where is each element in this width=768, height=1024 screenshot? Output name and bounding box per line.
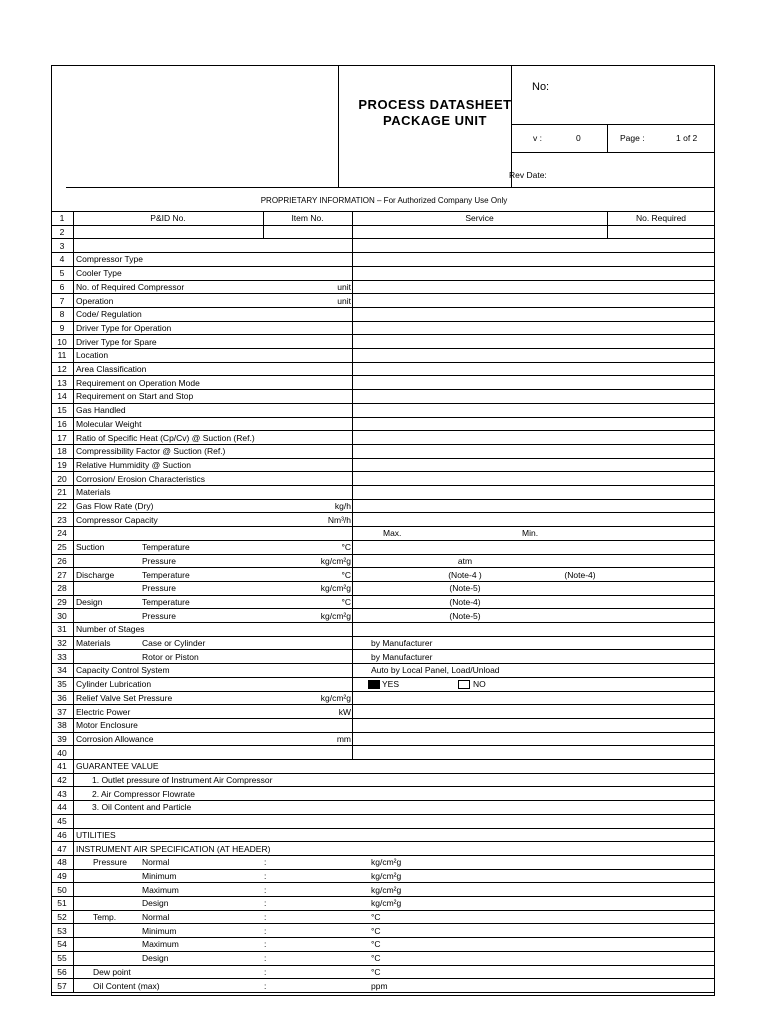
row-label: Gas Handled [76, 405, 126, 416]
row-sublabel: Pressure [142, 583, 177, 594]
row-rule [51, 554, 715, 555]
row-colon: : [264, 898, 267, 909]
row-number: 13 [57, 377, 67, 388]
row-sublabel: Case or Cylinder [142, 638, 206, 648]
row-value: kg/cm²g [371, 857, 402, 868]
row-label: UTILITIES [76, 829, 116, 840]
row-number: 45 [57, 816, 67, 827]
guarantee-item: 2. Air Compressor Flowrate [92, 788, 195, 799]
row-label: Discharge [76, 569, 115, 580]
row-value: by Manufacturer [371, 638, 433, 648]
row-number: 47 [57, 843, 67, 854]
row-value-3: (Note-4) [564, 569, 596, 580]
row-rule [51, 567, 715, 568]
row-colon: : [264, 939, 267, 950]
row-unit: kg/cm²g [320, 692, 351, 703]
row-rule [51, 293, 715, 294]
row-rule [51, 773, 715, 774]
row-label: Code/ Regulation [76, 309, 142, 320]
row-number: 40 [57, 747, 67, 758]
row-rule [51, 238, 715, 239]
row-number: 42 [57, 775, 67, 785]
row-number: 7 [59, 295, 65, 306]
value-column-rule [352, 238, 353, 759]
row-rule [51, 759, 715, 760]
row-number: 15 [57, 405, 67, 416]
row-number: 34 [57, 665, 67, 676]
row-colon: : [264, 925, 267, 936]
row-number: 19 [57, 459, 67, 470]
row-sublabel: Design [142, 898, 169, 909]
row-label: Compressor Type [76, 254, 143, 265]
yes-label: YES [382, 679, 400, 690]
row-label: Ratio of Specific Heat (Cp/Cv) @ Suction (Ref.) [76, 432, 255, 443]
row-unit: °C [341, 542, 351, 553]
row-number: 21 [57, 487, 67, 498]
row-value: °C [371, 912, 381, 922]
row-unit: °C [341, 596, 351, 607]
row-rule [51, 745, 715, 746]
row-rule [51, 458, 715, 459]
row-unit: kg/cm²g [320, 583, 351, 594]
row-rule [51, 663, 715, 664]
service-header: Service [465, 213, 494, 223]
row-value: kg/cm²g [371, 870, 402, 881]
row-label: Cylinder Lubrication [76, 679, 152, 690]
row-number: 51 [57, 898, 67, 909]
row-rule [51, 334, 715, 335]
row-number: 5 [59, 268, 65, 279]
row-rule [51, 978, 715, 979]
row-number: 44 [57, 802, 67, 813]
row-number: 4 [59, 254, 65, 265]
row-number: 37 [57, 706, 67, 717]
row-value: °C [371, 966, 381, 977]
pid-no-header: P&ID No. [150, 213, 186, 223]
row-rule [51, 896, 715, 897]
row-number: 23 [57, 514, 67, 525]
row-value: by Manufacturer [371, 651, 433, 662]
min-header: Min. [522, 528, 539, 539]
row-number: 32 [57, 638, 67, 648]
title-line-2: PACKAGE UNIT [383, 113, 487, 128]
row-value-2: (Note-5) [449, 610, 481, 621]
row-unit: kW [338, 706, 351, 717]
row-rule [51, 855, 715, 856]
row-unit: kg/h [334, 501, 351, 511]
row-sublabel: Temperature [142, 596, 190, 607]
row-colon: : [264, 870, 267, 881]
row-unit: unit [337, 281, 351, 292]
row-colon: : [264, 857, 267, 868]
row-unit: Nm³/h [327, 514, 351, 525]
row-number: 22 [57, 501, 67, 511]
row-rule [51, 375, 715, 376]
row-rule [51, 800, 715, 801]
row-sublabel: Pressure [142, 555, 177, 566]
row-number: 29 [57, 596, 67, 607]
row-label: Cooler Type [76, 268, 122, 279]
row-group-label: Pressure [93, 857, 128, 868]
row-number: 30 [57, 610, 67, 621]
row-label: Requirement on Start and Stop [76, 391, 194, 402]
row-number: 25 [57, 542, 67, 553]
row-number: 18 [57, 446, 67, 457]
max-header: Max. [383, 528, 402, 539]
row-rule [51, 937, 715, 938]
row-rule [51, 704, 715, 705]
row-label: Materials [76, 638, 111, 648]
row-rule [51, 636, 715, 637]
row-value-2: (Note-4 ) [448, 569, 482, 580]
header-divider-left [338, 65, 339, 187]
row-label: GUARANTEE VALUE [76, 761, 159, 772]
row-value: °C [371, 953, 381, 964]
row-sublabel: Minimum [142, 925, 177, 936]
rev-date-label: Rev Date: [509, 170, 547, 180]
row-rule [51, 732, 715, 733]
row-label: INSTRUMENT AIR SPECIFICATION (AT HEADER) [76, 843, 271, 854]
row-number: 11 [57, 350, 67, 361]
row-label: Design [76, 596, 103, 607]
title-line-1: PROCESS DATASHEET [358, 97, 512, 112]
row-unit: kg/cm²g [320, 610, 351, 621]
row-rule [51, 362, 715, 363]
row-label: Compressor Capacity [76, 514, 158, 525]
row-label: Relative Hummidity @ Suction [76, 459, 191, 470]
row-sublabel: Rotor or Piston [142, 651, 199, 662]
proprietary-notice: PROPRIETARY INFORMATION – For Authorized Company Use Only [260, 196, 508, 205]
row-number: 12 [57, 364, 67, 374]
row-rule [51, 923, 715, 924]
number-column-rule [73, 211, 74, 992]
row-sublabel: Normal [142, 857, 170, 868]
row-rule [51, 718, 715, 719]
row-rule [51, 649, 715, 650]
row-number: 38 [57, 720, 67, 731]
row-rule [51, 882, 715, 883]
row-number: 36 [57, 692, 67, 703]
row-number: 3 [59, 240, 65, 251]
row-rule [51, 965, 715, 966]
no-checkbox[interactable] [458, 680, 470, 689]
row-number: 49 [57, 870, 67, 881]
row-group-label: Dew point [93, 966, 131, 977]
row-colon: : [264, 966, 267, 977]
row-number: 17 [57, 432, 67, 443]
row-number: 48 [57, 857, 67, 868]
row-value-2: (Note-4) [449, 596, 481, 607]
row-rule [51, 786, 715, 787]
row-sublabel: Maximum [142, 939, 179, 950]
no-required-header: No. Required [635, 213, 687, 223]
row-unit: mm [336, 733, 351, 744]
row-label: Electric Power [76, 706, 131, 717]
row-rule [51, 526, 715, 527]
row-number: 35 [57, 679, 67, 690]
row-group-label: Oil Content (max) [93, 980, 160, 991]
row-sublabel: Temperature [142, 542, 190, 553]
row-rule [51, 595, 715, 596]
row-number: 43 [57, 788, 67, 799]
guarantee-item: 3. Oil Content and Particle [92, 802, 192, 813]
row-rule [51, 471, 715, 472]
row-label: Corrosion/ Erosion Characteristics [76, 473, 205, 484]
row-rule [51, 910, 715, 911]
row-number: 14 [57, 391, 67, 402]
row-label: Motor Enclosure [76, 720, 138, 731]
row-label: Area Classification [76, 364, 147, 374]
row-rule [51, 307, 715, 308]
row-rule [51, 403, 715, 404]
row-rule [51, 430, 715, 431]
row-number: 56 [57, 966, 67, 977]
row-number: 55 [57, 953, 67, 964]
row-number: 27 [57, 569, 67, 580]
row-rule [51, 280, 715, 281]
row-rule [51, 321, 715, 322]
row-number: 54 [57, 939, 67, 950]
row-rule [51, 828, 715, 829]
row-label: Location [76, 350, 109, 361]
row-rule [51, 485, 715, 486]
row-sublabel: Minimum [142, 870, 177, 881]
row-rule [51, 992, 715, 993]
row-number: 8 [59, 309, 65, 320]
row-value: °C [371, 925, 381, 936]
row-label: Compressibility Factor @ Suction (Ref.) [76, 446, 226, 457]
row-number: 39 [57, 733, 67, 744]
row-colon: : [264, 980, 267, 991]
row-number: 20 [57, 473, 67, 484]
row-rule [51, 211, 715, 212]
row-rule [51, 581, 715, 582]
row-value-2: (Note-5) [449, 583, 481, 594]
guarantee-item: 1. Outlet pressure of Instrument Air Compressor [92, 775, 273, 785]
row-number: 41 [57, 761, 67, 772]
rev-value: 0 [576, 133, 581, 143]
row-rule [51, 389, 715, 390]
row-rule [51, 417, 715, 418]
row-colon: : [264, 884, 267, 895]
page-value: 1 of 2 [676, 133, 698, 143]
row-rule [51, 444, 715, 445]
row-rule [51, 512, 715, 513]
row-rule [51, 608, 715, 609]
yes-checkbox[interactable] [368, 680, 380, 689]
rev-label: v : [533, 133, 542, 143]
row-rule [51, 841, 715, 842]
row-number: 52 [57, 912, 67, 922]
row-group-label: Temp. [93, 912, 117, 922]
row-number: 9 [59, 322, 65, 333]
row-sublabel: Temperature [142, 569, 190, 580]
row-label: Molecular Weight [76, 418, 142, 429]
row-number: 6 [59, 281, 65, 292]
row-sublabel: Pressure [142, 610, 177, 621]
row-colon: : [264, 912, 267, 922]
row-value: ppm [371, 980, 388, 991]
item-no-header: Item No. [291, 213, 324, 223]
row-value: Auto by Local Panel, Load/Unload [371, 665, 500, 676]
row-number: 33 [57, 651, 67, 662]
row-label: Number of Stages [76, 624, 145, 635]
row-value: °C [371, 939, 381, 950]
row-rule [51, 622, 715, 623]
row-number: 26 [57, 555, 67, 566]
row-rule [51, 266, 715, 267]
row-label: Driver Type for Operation [76, 322, 172, 333]
row-rule [51, 691, 715, 692]
row-label: Driver Type for Spare [76, 336, 157, 347]
row-rule [51, 951, 715, 952]
row-value: kg/cm²g [371, 898, 402, 909]
row-rule [51, 814, 715, 815]
row-sublabel: Normal [142, 912, 170, 922]
header-divider-right [511, 65, 512, 187]
row-colon: : [264, 953, 267, 964]
row-rule [51, 225, 715, 226]
row-sublabel: Maximum [142, 884, 179, 895]
row-number: 50 [57, 884, 67, 895]
row-label: Operation [76, 295, 114, 306]
row-rule [51, 540, 715, 541]
row-unit: unit [337, 295, 351, 306]
row-label: Gas Flow Rate (Dry) [76, 501, 154, 511]
row-label: Materials [76, 487, 111, 498]
page-label: Page : [620, 133, 645, 143]
row-rule [51, 252, 715, 253]
row-number: 53 [57, 925, 67, 936]
row-rule [51, 499, 715, 500]
row-label: Relief Valve Set Pressure [76, 692, 173, 703]
row-value-2: atm [457, 555, 473, 566]
no-label: NO [473, 679, 486, 690]
row-unit: °C [341, 569, 351, 580]
row-number: 1 [59, 213, 65, 224]
row-number: 24 [57, 528, 67, 539]
row-number: 16 [57, 418, 67, 429]
row-label: Corrosion Allowance [76, 733, 154, 744]
doc-no-label: No: [532, 81, 550, 93]
row-number: 46 [57, 829, 67, 840]
row-rule [51, 869, 715, 870]
row-number: 31 [57, 624, 67, 635]
row-number: 57 [57, 980, 67, 991]
row-label: Requirement on Operation Mode [76, 377, 200, 388]
row-label: Suction [76, 542, 105, 553]
row-number: 10 [57, 336, 67, 347]
row-number: 2 [59, 227, 65, 237]
row-label: No. of Required Compressor [76, 281, 185, 292]
row-label: Capacity Control System [76, 665, 170, 676]
row-number: 28 [57, 583, 67, 594]
row-value: kg/cm²g [371, 884, 402, 895]
row-sublabel: Design [142, 953, 169, 964]
row-rule [51, 348, 715, 349]
row-rule [51, 677, 715, 678]
row-unit: kg/cm²g [320, 555, 351, 566]
